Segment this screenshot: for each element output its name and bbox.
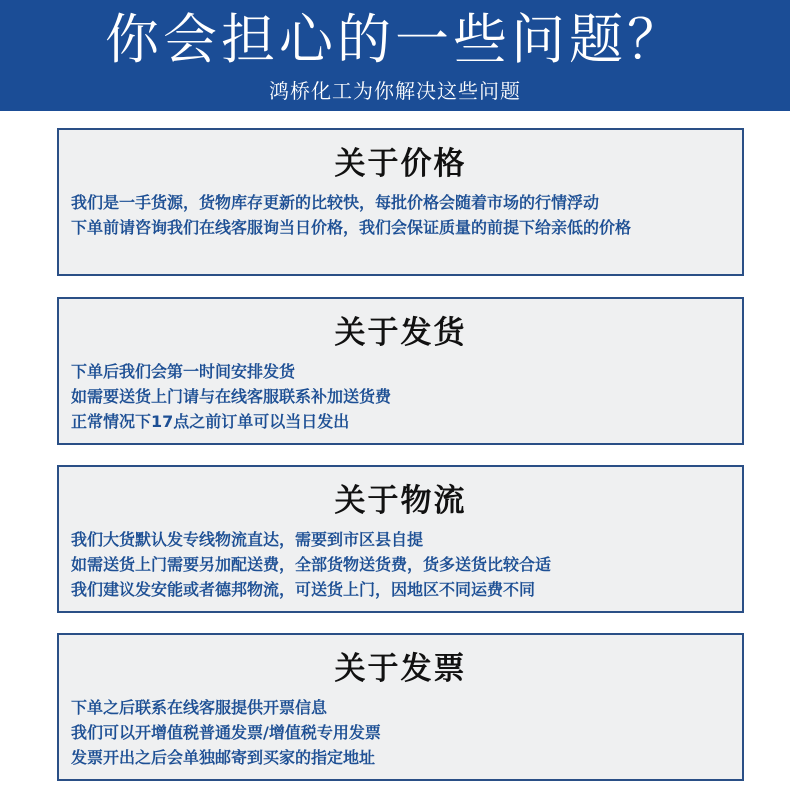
- card-title: 关于发货: [334, 315, 467, 351]
- card-line: 我们建议发安能或者德邦物流，可送货上门，因地区不同运费不同: [71, 580, 536, 599]
- card-line: 正常情况下17点之前订单可以当日发出: [71, 412, 350, 431]
- card-line: 下单后我们会第一时间安排发货: [71, 362, 296, 381]
- card-title: 关于价格: [334, 146, 467, 182]
- card-logistics: [57, 465, 744, 613]
- page-title: 你会担心的一些问题？: [105, 8, 685, 71]
- card-shipping: [57, 297, 744, 445]
- card-price: [57, 128, 744, 276]
- card-line: 下单之后联系在线客服提供开票信息: [71, 698, 328, 717]
- header-banner: [0, 0, 790, 111]
- card-line: 我们大货默认发专线物流直达，需要到市区县自提: [71, 530, 424, 549]
- card-line: 发票开出之后会单独邮寄到买家的指定地址: [71, 748, 376, 767]
- card-line: 我们可以开增值税普通发票/增值税专用发票: [71, 723, 381, 742]
- card-title: 关于发票: [334, 651, 467, 687]
- card-invoice: [57, 633, 744, 781]
- page-subtitle: 鸿桥化工为你解决这些问题: [269, 79, 521, 103]
- card-line: 如需送货上门需要另加配送费，全部货物送货费，货多送货比较合适: [71, 555, 552, 574]
- card-line: 我们是一手货源，货物库存更新的比较快，每批价格会随着市场的行情浮动: [71, 193, 600, 212]
- card-title: 关于物流: [334, 483, 467, 519]
- card-line: 如需要送货上门请与在线客服联系补加送货费: [71, 387, 392, 406]
- card-line: 下单前请咨询我们在线客服询当日价格，我们会保证质量的前提下给亲低的价格: [71, 218, 632, 237]
